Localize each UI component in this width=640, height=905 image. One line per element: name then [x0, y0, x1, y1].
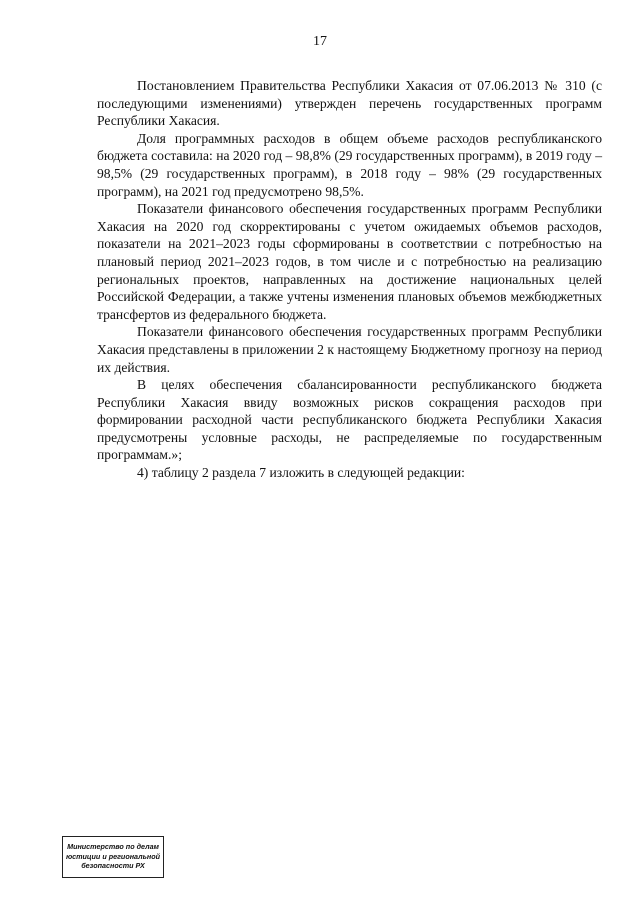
paragraph-program-expense-share: Доля программных расходов в общем объеме расходов республиканского бюджета составила: на 2020 год – 98,8% (29 государственных программ), в 2019 году – 98,5% (29 государственных программ), в 2018 году – 98% (29 государственных программ), на 2021 год предусмотрено 98,5%. — [97, 130, 602, 199]
paragraph-financial-indicators-adjusted: Показатели финансового обеспечения государственных программ Республики Хакасия на 2020 год скорректированы с учетом ожидаемых объемов расходов, показатели на 2021–2023 годы сформированы в соответствии с потребностью на плановый период 2021–2023 годов, в том числе и с потребностью на реализацию региональных проектов, направленных на достижение национальных целей Российской Федерации, а также учтены изменения плановых объемов межбюджетных трансфертов из федерального бюджета. — [97, 201, 602, 322]
ministry-stamp — [62, 836, 164, 878]
stamp-line-2: юстиции и региональной — [66, 851, 160, 861]
page-number: 17 — [313, 34, 327, 49]
stamp-line-3: безопасности РХ — [81, 861, 145, 870]
paragraph-conditional-expenses: В целях обеспечения сбалансированности республиканского бюджета Республики Хакасия ввиду возможных рисков сокращения расходов при формировании расходной части республиканского бюджета Республики Хакасия предусмотрены условные расходы, не распределяемые по государственным программам.»; — [97, 377, 602, 463]
paragraph-program-list: Постановлением Правительства Республики Хакасия от 07.06.2013 № 310 (с последующими изменениями) утвержден перечень государственных программ Республики Хакасия. — [97, 78, 602, 129]
paragraph-table-amendment: 4) таблицу 2 раздела 7 изложить в следующей редакции: — [137, 465, 465, 481]
document-body — [97, 77, 602, 482]
stamp-line-1: Министерство по делам — [67, 842, 159, 851]
paragraph-financial-indicators-appendix: Показатели финансового обеспечения государственных программ Республики Хакасия представлены в приложении 2 к настоящему Бюджетному прогнозу на период их действия. — [97, 324, 602, 375]
